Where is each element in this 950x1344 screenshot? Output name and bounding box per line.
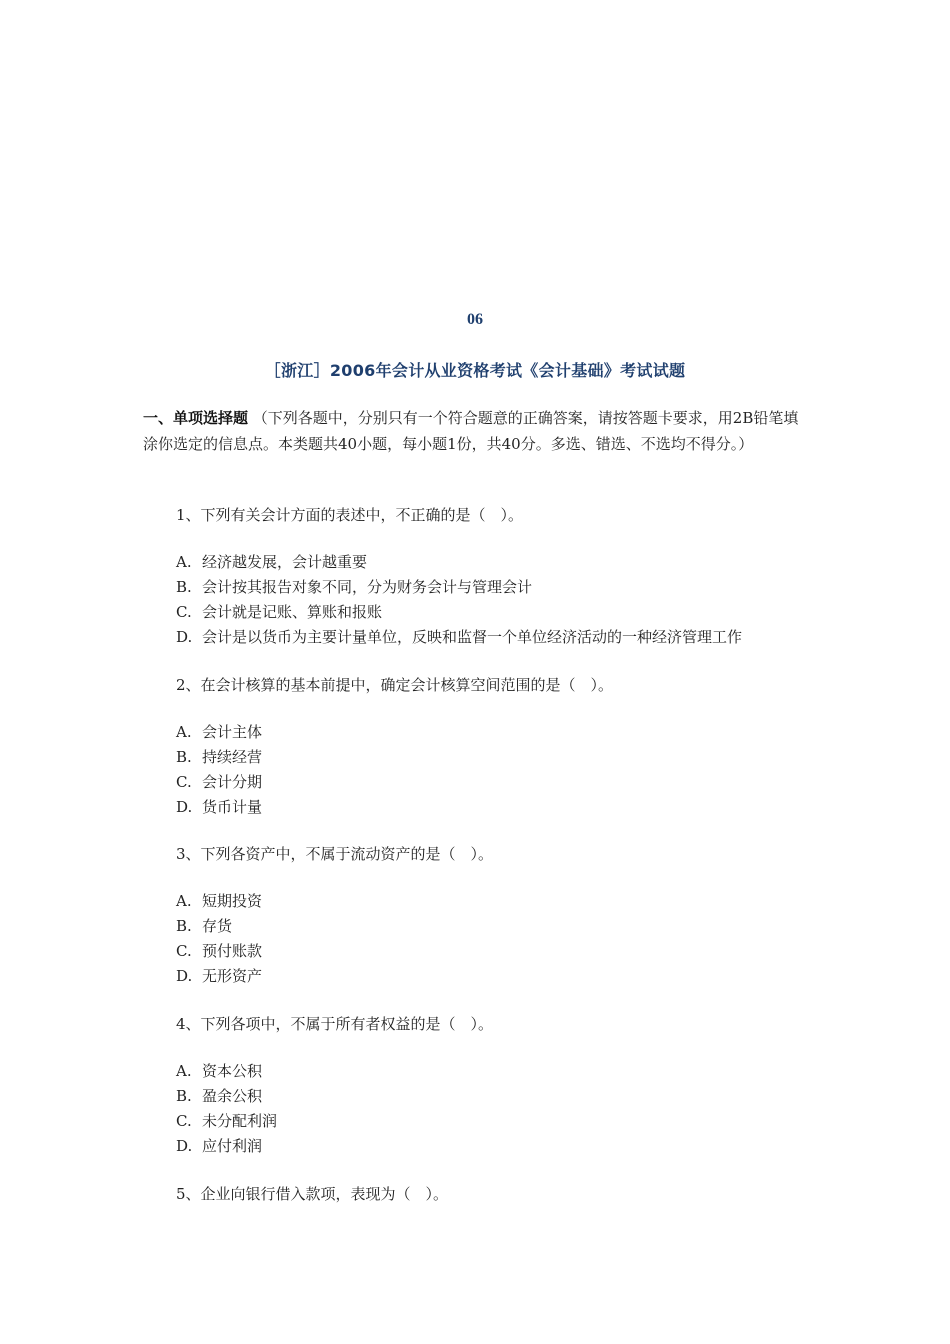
option-3d bbox=[176, 965, 262, 986]
option-letter: D. bbox=[176, 967, 193, 985]
option-4c bbox=[176, 1110, 277, 1131]
option-letter: B. bbox=[176, 578, 192, 596]
option-text: 盈余公积 bbox=[202, 1087, 263, 1105]
option-4b bbox=[176, 1085, 262, 1106]
option-letter: A. bbox=[176, 892, 192, 910]
option-text: 会计是以货币为主要计量单位，反映和监督一个单位经济活动的一种经济管理工作 bbox=[202, 628, 743, 646]
option-letter: D. bbox=[176, 798, 193, 816]
option-letter: C. bbox=[176, 1112, 192, 1130]
section-intro bbox=[143, 405, 808, 457]
option-text: 货币计量 bbox=[202, 798, 263, 816]
option-2b bbox=[176, 746, 262, 767]
option-4d bbox=[176, 1135, 262, 1156]
option-letter: D. bbox=[176, 1137, 193, 1155]
option-text: 应付利润 bbox=[202, 1137, 263, 1155]
option-letter: B. bbox=[176, 748, 192, 766]
option-3b bbox=[176, 915, 232, 936]
option-1a bbox=[176, 551, 367, 572]
option-text: 未分配利润 bbox=[202, 1112, 278, 1130]
option-1c bbox=[176, 601, 382, 622]
option-letter: B. bbox=[176, 1087, 192, 1105]
option-4a bbox=[176, 1060, 262, 1081]
option-text: 预付账款 bbox=[202, 942, 263, 960]
option-letter: D. bbox=[176, 628, 193, 646]
question-5: 5、企业向银行借入款项，表现为（ ）。 bbox=[176, 1185, 449, 1203]
option-text: 短期投资 bbox=[202, 892, 263, 910]
option-letter: A. bbox=[176, 1062, 192, 1080]
option-letter: A. bbox=[176, 723, 192, 741]
option-text: 会计按其报告对象不同，分为财务会计与管理会计 bbox=[202, 578, 533, 596]
option-text: 会计主体 bbox=[202, 723, 263, 741]
option-text: 持续经营 bbox=[202, 748, 263, 766]
question-3: 3、下列各资产中，不属于流动资产的是（ ）。 bbox=[176, 845, 494, 863]
option-letter: A. bbox=[176, 553, 192, 571]
option-1b bbox=[176, 576, 532, 597]
option-3a bbox=[176, 890, 262, 911]
option-letter: C. bbox=[176, 942, 192, 960]
option-text: 经济越发展，会计越重要 bbox=[202, 553, 368, 571]
question-4: 4、下列各项中，不属于所有者权益的是（ ）。 bbox=[176, 1015, 494, 1033]
option-letter: C. bbox=[176, 603, 192, 621]
option-3c bbox=[176, 940, 262, 961]
option-2d bbox=[176, 796, 262, 817]
document-title: ［浙江］2006年会计从业资格考试《会计基础》考试试题 bbox=[264, 361, 686, 380]
question-2: 2、在会计核算的基本前提中，确定会计核算空间范围的是（ ）。 bbox=[176, 676, 614, 694]
question-1: 1、下列有关会计方面的表述中，不正确的是（ ）。 bbox=[176, 506, 524, 524]
option-text: 资本公积 bbox=[202, 1062, 263, 1080]
option-text: 无形资产 bbox=[202, 967, 263, 985]
page-number: 06 bbox=[467, 311, 483, 328]
option-letter: C. bbox=[176, 773, 192, 791]
option-2a bbox=[176, 721, 262, 742]
option-letter: B. bbox=[176, 917, 192, 935]
option-text: 存货 bbox=[202, 917, 233, 935]
section-heading: 一、单项选择题 bbox=[143, 409, 249, 427]
option-1d bbox=[176, 626, 742, 647]
option-text: 会计分期 bbox=[202, 773, 263, 791]
option-2c bbox=[176, 771, 262, 792]
section-instructions: （下列各题中，分别只有一个符合题意的正确答案，请按答题卡要求，用2B铅笔填涂你选定的信息点。本类题共40小题，每小题1份，共40分。多选、错选、不选均不得分。） bbox=[143, 409, 799, 453]
option-text: 会计就是记账、算账和报账 bbox=[202, 603, 383, 621]
